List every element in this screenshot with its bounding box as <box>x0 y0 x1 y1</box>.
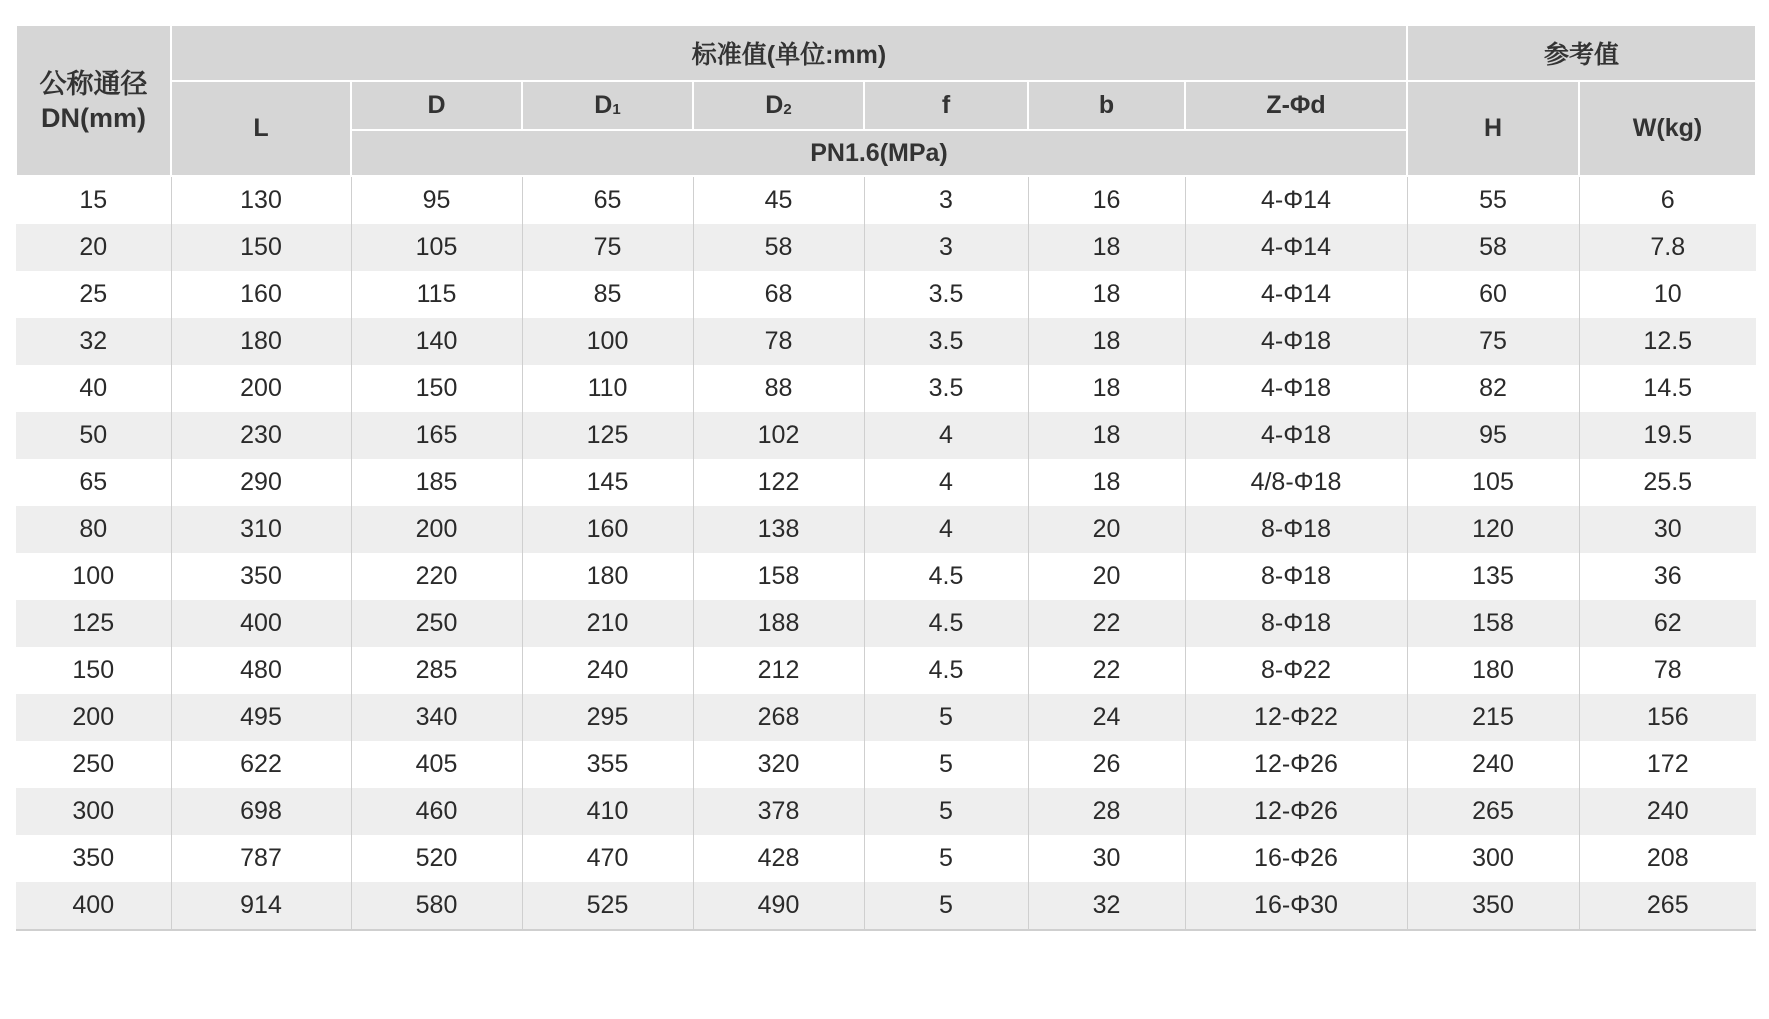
table-body <box>16 176 1756 930</box>
cell-d2: 428 <box>693 835 864 882</box>
cell-h: 265 <box>1407 788 1579 835</box>
cell-h: 95 <box>1407 412 1579 459</box>
table-row <box>16 835 1756 882</box>
cell-f: 5 <box>864 788 1028 835</box>
cell-d2: 378 <box>693 788 864 835</box>
cell-dn: 100 <box>16 553 171 600</box>
cell-z-phi-d: 4/8-Φ18 <box>1185 459 1407 506</box>
cell-l: 160 <box>171 271 351 318</box>
cell-dn: 25 <box>16 271 171 318</box>
table-row <box>16 224 1756 271</box>
cell-h: 120 <box>1407 506 1579 553</box>
cell-h: 158 <box>1407 600 1579 647</box>
cell-z-phi-d: 8-Φ18 <box>1185 600 1407 647</box>
cell-weight: 36 <box>1579 553 1756 600</box>
cell-d1: 470 <box>522 835 693 882</box>
cell-h: 82 <box>1407 365 1579 412</box>
cell-d1: 410 <box>522 788 693 835</box>
cell-f: 5 <box>864 741 1028 788</box>
col-header-z-phi-d: Z-Φd <box>1185 81 1407 130</box>
cell-b: 22 <box>1028 647 1185 694</box>
cell-h: 300 <box>1407 835 1579 882</box>
cell-z-phi-d: 16-Φ30 <box>1185 882 1407 930</box>
cell-h: 135 <box>1407 553 1579 600</box>
cell-l: 150 <box>171 224 351 271</box>
cell-h: 75 <box>1407 318 1579 365</box>
cell-weight: 10 <box>1579 271 1756 318</box>
cell-f: 3.5 <box>864 365 1028 412</box>
cell-dn: 350 <box>16 835 171 882</box>
table-row <box>16 176 1756 224</box>
cell-d: 220 <box>351 553 522 600</box>
cell-l: 290 <box>171 459 351 506</box>
cell-f: 3 <box>864 176 1028 224</box>
col-header-weight: W(kg) <box>1579 81 1756 176</box>
cell-d1: 85 <box>522 271 693 318</box>
cell-b: 24 <box>1028 694 1185 741</box>
col-header-d1-subscript: 1 <box>612 101 621 118</box>
cell-b: 18 <box>1028 412 1185 459</box>
dn-header-label: 公称通径 <box>39 68 148 99</box>
cell-l: 787 <box>171 835 351 882</box>
cell-d1: 100 <box>522 318 693 365</box>
col-header-d2 <box>693 81 864 130</box>
table-row <box>16 459 1756 506</box>
cell-h: 180 <box>1407 647 1579 694</box>
cell-d: 115 <box>351 271 522 318</box>
cell-b: 20 <box>1028 553 1185 600</box>
cell-z-phi-d: 4-Φ14 <box>1185 271 1407 318</box>
cell-d1: 125 <box>522 412 693 459</box>
cell-l: 622 <box>171 741 351 788</box>
cell-f: 5 <box>864 694 1028 741</box>
cell-z-phi-d: 4-Φ18 <box>1185 318 1407 365</box>
cell-h: 105 <box>1407 459 1579 506</box>
cell-weight: 25.5 <box>1579 459 1756 506</box>
cell-f: 4.5 <box>864 647 1028 694</box>
cell-f: 5 <box>864 882 1028 930</box>
cell-z-phi-d: 16-Φ26 <box>1185 835 1407 882</box>
cell-z-phi-d: 8-Φ18 <box>1185 553 1407 600</box>
cell-f: 4 <box>864 506 1028 553</box>
cell-d2: 138 <box>693 506 864 553</box>
cell-l: 698 <box>171 788 351 835</box>
cell-dn: 125 <box>16 600 171 647</box>
cell-l: 310 <box>171 506 351 553</box>
col-header-f: f <box>864 81 1028 130</box>
cell-b: 26 <box>1028 741 1185 788</box>
standard-values-header: 标准值(单位:mm) <box>171 25 1407 81</box>
cell-f: 5 <box>864 835 1028 882</box>
cell-d2: 78 <box>693 318 864 365</box>
cell-dn: 50 <box>16 412 171 459</box>
valve-spec-table <box>15 24 1757 931</box>
cell-l: 200 <box>171 365 351 412</box>
cell-b: 28 <box>1028 788 1185 835</box>
cell-d: 165 <box>351 412 522 459</box>
cell-d1: 240 <box>522 647 693 694</box>
cell-weight: 6 <box>1579 176 1756 224</box>
cell-d: 285 <box>351 647 522 694</box>
cell-d: 520 <box>351 835 522 882</box>
cell-d2: 45 <box>693 176 864 224</box>
cell-f: 4 <box>864 412 1028 459</box>
col-header-d2-base: D <box>765 91 784 119</box>
cell-d2: 122 <box>693 459 864 506</box>
cell-z-phi-d: 8-Φ22 <box>1185 647 1407 694</box>
cell-d1: 145 <box>522 459 693 506</box>
cell-b: 30 <box>1028 835 1185 882</box>
cell-weight: 12.5 <box>1579 318 1756 365</box>
reference-values-header: 参考值 <box>1407 25 1756 81</box>
cell-weight: 208 <box>1579 835 1756 882</box>
cell-d: 405 <box>351 741 522 788</box>
cell-d: 580 <box>351 882 522 930</box>
cell-l: 350 <box>171 553 351 600</box>
cell-d: 250 <box>351 600 522 647</box>
cell-weight: 156 <box>1579 694 1756 741</box>
cell-b: 16 <box>1028 176 1185 224</box>
col-header-d1-base: D <box>594 91 613 119</box>
cell-dn: 40 <box>16 365 171 412</box>
table-row <box>16 553 1756 600</box>
cell-z-phi-d: 4-Φ18 <box>1185 412 1407 459</box>
col-header-d1 <box>522 81 693 130</box>
cell-l: 495 <box>171 694 351 741</box>
cell-d: 340 <box>351 694 522 741</box>
cell-l: 180 <box>171 318 351 365</box>
cell-z-phi-d: 12-Φ26 <box>1185 788 1407 835</box>
cell-dn: 200 <box>16 694 171 741</box>
table-row <box>16 506 1756 553</box>
table-row <box>16 788 1756 835</box>
cell-z-phi-d: 12-Φ26 <box>1185 741 1407 788</box>
cell-d1: 75 <box>522 224 693 271</box>
cell-d2: 102 <box>693 412 864 459</box>
cell-d2: 188 <box>693 600 864 647</box>
cell-d2: 58 <box>693 224 864 271</box>
table-row <box>16 365 1756 412</box>
cell-dn: 400 <box>16 882 171 930</box>
cell-weight: 172 <box>1579 741 1756 788</box>
cell-f: 3.5 <box>864 318 1028 365</box>
cell-f: 3 <box>864 224 1028 271</box>
cell-b: 18 <box>1028 271 1185 318</box>
table-row <box>16 647 1756 694</box>
cell-dn: 250 <box>16 741 171 788</box>
dn-header <box>16 25 171 176</box>
cell-d2: 158 <box>693 553 864 600</box>
cell-d2: 490 <box>693 882 864 930</box>
cell-d: 105 <box>351 224 522 271</box>
cell-dn: 300 <box>16 788 171 835</box>
cell-h: 350 <box>1407 882 1579 930</box>
cell-d2: 88 <box>693 365 864 412</box>
cell-z-phi-d: 4-Φ18 <box>1185 365 1407 412</box>
col-header-b: b <box>1028 81 1185 130</box>
cell-f: 4 <box>864 459 1028 506</box>
cell-b: 32 <box>1028 882 1185 930</box>
cell-b: 18 <box>1028 459 1185 506</box>
cell-d2: 68 <box>693 271 864 318</box>
cell-d: 200 <box>351 506 522 553</box>
cell-b: 18 <box>1028 365 1185 412</box>
cell-d: 460 <box>351 788 522 835</box>
table-header <box>16 25 1756 176</box>
cell-dn: 20 <box>16 224 171 271</box>
cell-weight: 265 <box>1579 882 1756 930</box>
cell-weight: 14.5 <box>1579 365 1756 412</box>
pressure-rating-header: PN1.6(MPa) <box>351 130 1407 176</box>
cell-weight: 78 <box>1579 647 1756 694</box>
cell-dn: 32 <box>16 318 171 365</box>
cell-l: 130 <box>171 176 351 224</box>
cell-d: 95 <box>351 176 522 224</box>
cell-f: 4.5 <box>864 553 1028 600</box>
cell-d1: 525 <box>522 882 693 930</box>
cell-dn: 150 <box>16 647 171 694</box>
table-row <box>16 271 1756 318</box>
cell-d2: 212 <box>693 647 864 694</box>
cell-b: 22 <box>1028 600 1185 647</box>
col-header-l: L <box>171 81 351 176</box>
col-header-h: H <box>1407 81 1579 176</box>
cell-dn: 65 <box>16 459 171 506</box>
table-row <box>16 741 1756 788</box>
col-header-d2-subscript: 2 <box>783 101 792 118</box>
cell-b: 18 <box>1028 318 1185 365</box>
table-row <box>16 694 1756 741</box>
cell-z-phi-d: 4-Φ14 <box>1185 176 1407 224</box>
cell-weight: 30 <box>1579 506 1756 553</box>
cell-d1: 110 <box>522 365 693 412</box>
cell-f: 3.5 <box>864 271 1028 318</box>
cell-d1: 355 <box>522 741 693 788</box>
cell-l: 400 <box>171 600 351 647</box>
cell-dn: 80 <box>16 506 171 553</box>
cell-b: 20 <box>1028 506 1185 553</box>
cell-dn: 15 <box>16 176 171 224</box>
cell-d: 140 <box>351 318 522 365</box>
cell-d: 185 <box>351 459 522 506</box>
col-header-d: D <box>351 81 522 130</box>
cell-d1: 210 <box>522 600 693 647</box>
cell-l: 230 <box>171 412 351 459</box>
cell-z-phi-d: 12-Φ22 <box>1185 694 1407 741</box>
cell-d1: 295 <box>522 694 693 741</box>
cell-h: 215 <box>1407 694 1579 741</box>
cell-b: 18 <box>1028 224 1185 271</box>
table-row <box>16 412 1756 459</box>
cell-d2: 320 <box>693 741 864 788</box>
cell-d1: 180 <box>522 553 693 600</box>
table-row <box>16 882 1756 930</box>
dn-header-unit: DN(mm) <box>41 102 146 133</box>
cell-f: 4.5 <box>864 600 1028 647</box>
cell-h: 60 <box>1407 271 1579 318</box>
cell-h: 58 <box>1407 224 1579 271</box>
cell-l: 914 <box>171 882 351 930</box>
cell-d2: 268 <box>693 694 864 741</box>
cell-weight: 62 <box>1579 600 1756 647</box>
cell-l: 480 <box>171 647 351 694</box>
cell-h: 55 <box>1407 176 1579 224</box>
cell-weight: 19.5 <box>1579 412 1756 459</box>
cell-z-phi-d: 4-Φ14 <box>1185 224 1407 271</box>
cell-h: 240 <box>1407 741 1579 788</box>
cell-d1: 65 <box>522 176 693 224</box>
cell-weight: 240 <box>1579 788 1756 835</box>
cell-d1: 160 <box>522 506 693 553</box>
cell-d: 150 <box>351 365 522 412</box>
cell-weight: 7.8 <box>1579 224 1756 271</box>
table-row <box>16 600 1756 647</box>
table-row <box>16 318 1756 365</box>
cell-z-phi-d: 8-Φ18 <box>1185 506 1407 553</box>
